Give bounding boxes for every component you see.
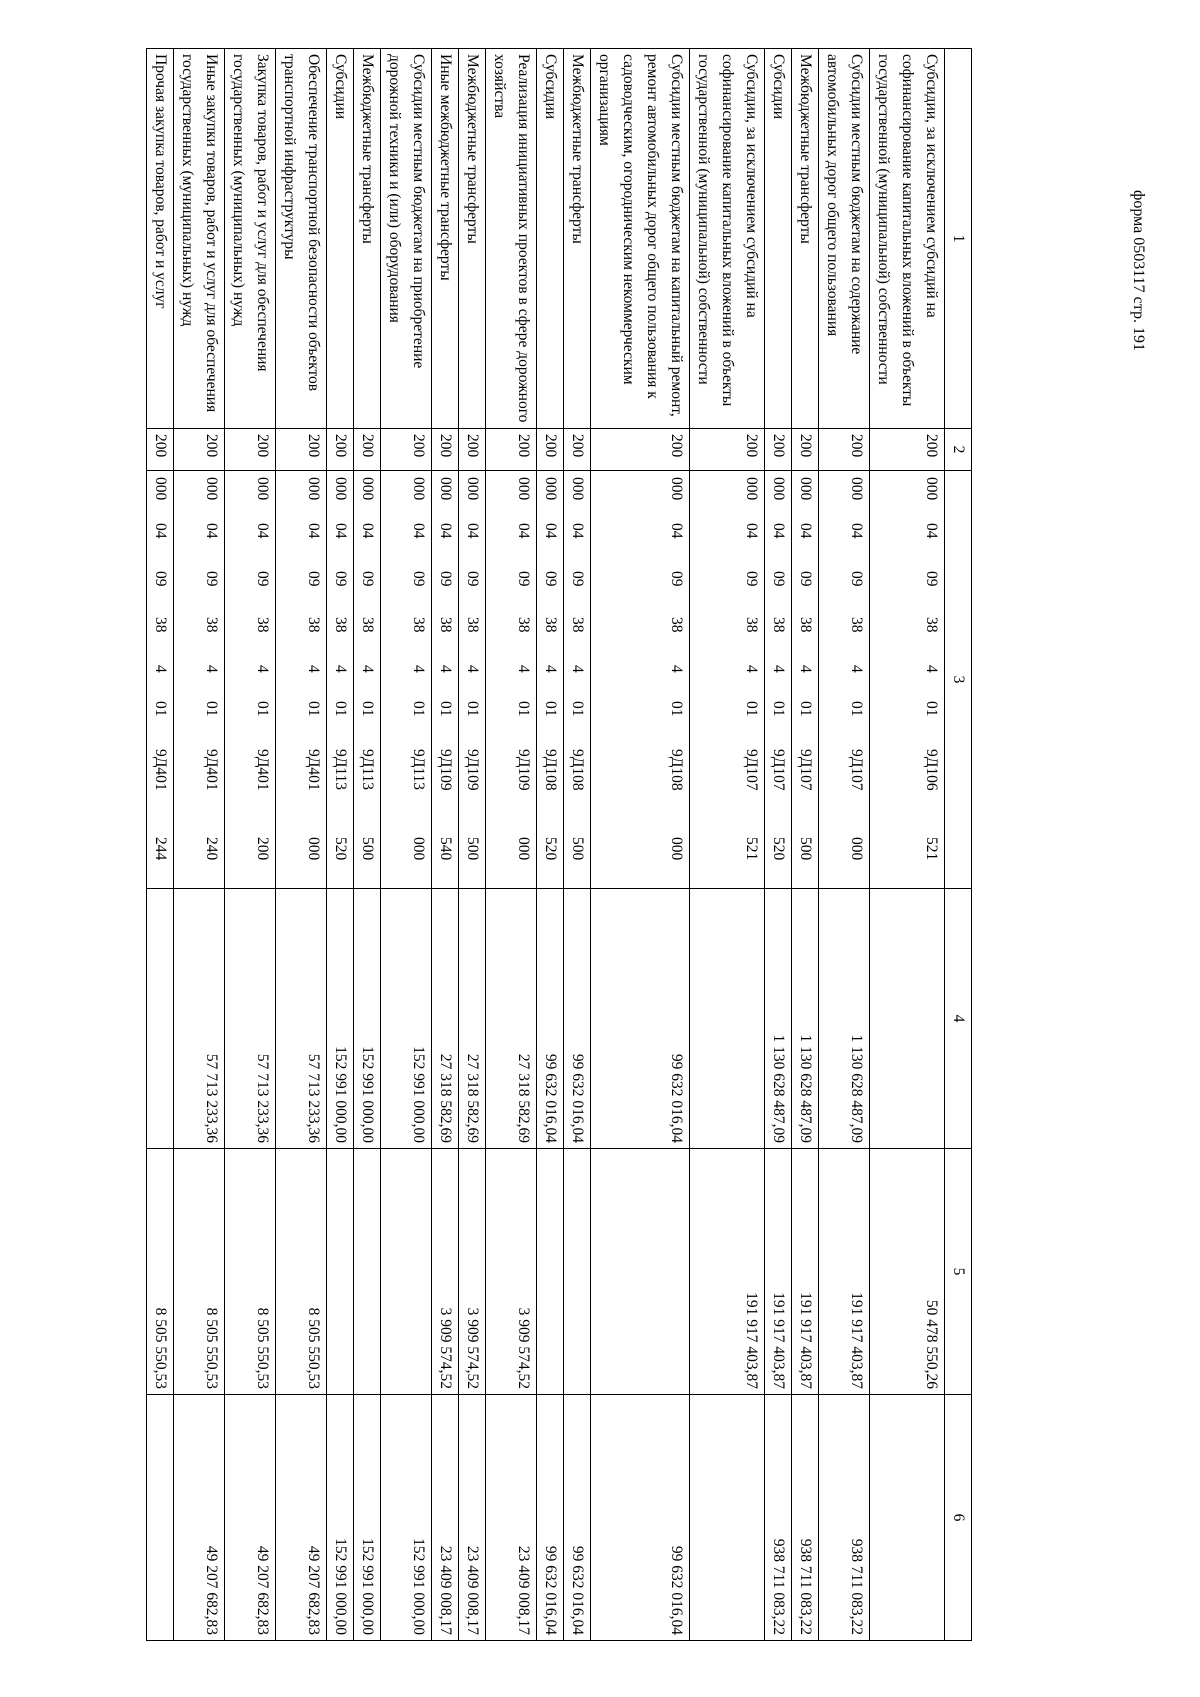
unexecuted-amount: 152 991 000,00 <box>327 1395 354 1641</box>
code-segment: 04 <box>515 523 532 539</box>
executed-amount: 8 505 550,53 <box>174 1149 225 1395</box>
unexecuted-amount: 49 207 682,83 <box>276 1395 327 1641</box>
code-segment: 38 <box>410 617 427 633</box>
approved-amount <box>870 889 945 1149</box>
table-row <box>327 49 354 1641</box>
code-segment: 000 <box>305 837 322 861</box>
code-segment: 500 <box>569 837 586 861</box>
code-segment: 04 <box>848 523 865 539</box>
approved-amount: 27 318 582,69 <box>459 889 486 1149</box>
approved-amount: 152 991 000,00 <box>381 889 432 1149</box>
code-segment: 4 <box>305 665 322 673</box>
code-segment: 9Д108 <box>569 749 586 791</box>
column-number: 5 <box>945 1149 972 1395</box>
code-segment: 09 <box>848 571 865 587</box>
code-segment: 521 <box>923 837 940 861</box>
table-row <box>381 49 432 1641</box>
code-segment: 520 <box>542 837 559 861</box>
code-segment: 9Д107 <box>770 749 787 791</box>
code-segment: 09 <box>569 571 586 587</box>
column-number: 3 <box>945 471 972 889</box>
line-code: 200 <box>819 429 870 471</box>
code-segment: 04 <box>152 523 169 539</box>
table-row <box>537 49 564 1641</box>
code-segment: 09 <box>515 571 532 587</box>
code-segment: 01 <box>668 701 685 717</box>
code-segment: 9Д109 <box>515 749 532 791</box>
indicator-name: Субсидии <box>327 49 354 429</box>
code-segment: 04 <box>332 523 349 539</box>
executed-amount: 3 909 574,52 <box>459 1149 486 1395</box>
code-segment: 000 <box>770 477 787 501</box>
code-segment: 9Д108 <box>668 749 685 791</box>
code-segment: 04 <box>743 523 760 539</box>
code-segment: 9Д109 <box>464 749 481 791</box>
table-row <box>819 49 870 1641</box>
approved-amount: 57 713 233,36 <box>225 889 276 1149</box>
code-segment: 000 <box>848 837 865 861</box>
code-segment: 000 <box>743 477 760 501</box>
code-segment: 09 <box>542 571 559 587</box>
code-segment: 540 <box>437 837 454 861</box>
unexecuted-amount <box>870 1395 945 1641</box>
line-code: 200 <box>225 429 276 471</box>
code-segment: 4 <box>542 665 559 673</box>
code-segment: 01 <box>203 701 220 717</box>
code-segment: 04 <box>305 523 322 539</box>
indicator-name: Межбюджетные трансферты <box>459 49 486 429</box>
unexecuted-amount: 938 711 083,22 <box>765 1395 792 1641</box>
code-segment: 520 <box>770 837 787 861</box>
code-segment: 9Д401 <box>254 749 271 791</box>
unexecuted-amount: 23 409 008,17 <box>459 1395 486 1641</box>
table-row <box>354 49 381 1641</box>
unexecuted-amount <box>147 1395 174 1641</box>
code-segment: 09 <box>797 571 814 587</box>
executed-amount <box>591 1149 690 1395</box>
column-number: 2 <box>945 429 972 471</box>
code-segment: 9Д401 <box>305 749 322 791</box>
table-row <box>147 49 174 1641</box>
indicator-name: Субсидии <box>537 49 564 429</box>
code-segment: 09 <box>152 571 169 587</box>
executed-amount <box>327 1149 354 1395</box>
code-segment: 09 <box>305 571 322 587</box>
code-segment: 09 <box>668 571 685 587</box>
table-row <box>225 49 276 1641</box>
code-segment: 000 <box>410 837 427 861</box>
code-segment: 000 <box>203 477 220 501</box>
code-segment: 9Д107 <box>848 749 865 791</box>
unexecuted-amount: 49 207 682,83 <box>225 1395 276 1641</box>
code-segment: 4 <box>332 665 349 673</box>
classification-code <box>819 471 870 889</box>
table-row <box>690 49 765 1641</box>
code-segment: 000 <box>923 477 940 501</box>
code-segment: 4 <box>464 665 481 673</box>
indicator-name: Иные закупки товаров, работ и услуг для обеспечения государственных (муниципальных) нужд <box>174 49 225 429</box>
code-segment: 9Д401 <box>152 749 169 791</box>
code-segment: 4 <box>437 665 454 673</box>
code-segment: 38 <box>203 617 220 633</box>
approved-amount: 99 632 016,04 <box>537 889 564 1149</box>
form-header: форма 0503117 стр. 191 <box>1130 190 1147 351</box>
code-segment: 38 <box>569 617 586 633</box>
code-segment: 01 <box>743 701 760 717</box>
classification-code <box>765 471 792 889</box>
approved-amount <box>147 889 174 1149</box>
indicator-name: Субсидии местным бюджетам на содержание автомобильных дорог общего пользования <box>819 49 870 429</box>
code-segment: 000 <box>542 477 559 501</box>
classification-code <box>174 471 225 889</box>
classification-code <box>354 471 381 889</box>
indicator-name: Межбюджетные трансферты <box>792 49 819 429</box>
indicator-name: Прочая закупка товаров, работ и услуг <box>147 49 174 429</box>
classification-code <box>591 471 690 889</box>
code-segment: 38 <box>515 617 532 633</box>
code-segment: 38 <box>464 617 481 633</box>
code-segment: 01 <box>305 701 322 717</box>
approved-amount: 1 130 628 487,09 <box>792 889 819 1149</box>
executed-amount: 50 478 550,26 <box>870 1149 945 1395</box>
executed-amount: 191 917 403,87 <box>765 1149 792 1395</box>
indicator-name: Межбюджетные трансферты <box>564 49 591 429</box>
approved-amount: 1 130 628 487,09 <box>819 889 870 1149</box>
budget-execution-table <box>146 48 972 1641</box>
code-segment: 000 <box>515 477 532 501</box>
unexecuted-amount: 938 711 083,22 <box>792 1395 819 1641</box>
indicator-name: Субсидии, за исключением субсидий на софинансирование капитальных вложений в объекты государственной (муниципальной) собственности <box>690 49 765 429</box>
table-row <box>174 49 225 1641</box>
executed-amount: 3 909 574,52 <box>486 1149 537 1395</box>
code-segment: 01 <box>332 701 349 717</box>
table-row <box>870 49 945 1641</box>
code-segment: 4 <box>797 665 814 673</box>
code-segment: 09 <box>770 571 787 587</box>
line-code: 200 <box>327 429 354 471</box>
executed-amount <box>354 1149 381 1395</box>
line-code: 200 <box>276 429 327 471</box>
indicator-name: Субсидии <box>765 49 792 429</box>
classification-code <box>327 471 354 889</box>
code-segment: 244 <box>152 837 169 861</box>
code-segment: 38 <box>437 617 454 633</box>
code-segment: 4 <box>203 665 220 673</box>
line-code: 200 <box>459 429 486 471</box>
code-segment: 01 <box>923 701 940 717</box>
executed-amount <box>564 1149 591 1395</box>
indicator-name: Реализация инициативных проектов в сфере дорожного хозяйства <box>486 49 537 429</box>
classification-code <box>690 471 765 889</box>
code-segment: 04 <box>668 523 685 539</box>
code-segment: 521 <box>743 837 760 861</box>
line-code: 200 <box>792 429 819 471</box>
classification-code <box>381 471 432 889</box>
code-segment: 9Д113 <box>332 749 349 790</box>
line-code: 200 <box>591 429 690 471</box>
classification-code <box>276 471 327 889</box>
code-segment: 04 <box>254 523 271 539</box>
approved-amount: 57 713 233,36 <box>276 889 327 1149</box>
code-segment: 240 <box>203 837 220 861</box>
code-segment: 01 <box>542 701 559 717</box>
code-segment: 9Д401 <box>203 749 220 791</box>
code-segment: 000 <box>848 477 865 501</box>
code-segment: 01 <box>254 701 271 717</box>
code-segment: 38 <box>797 617 814 633</box>
column-number: 1 <box>945 49 972 429</box>
code-segment: 01 <box>464 701 481 717</box>
code-segment: 04 <box>464 523 481 539</box>
executed-amount <box>381 1149 432 1395</box>
approved-amount: 1 130 628 487,09 <box>765 889 792 1149</box>
code-segment: 4 <box>410 665 427 673</box>
code-segment: 04 <box>203 523 220 539</box>
code-segment: 04 <box>359 523 376 539</box>
code-segment: 01 <box>152 701 169 717</box>
code-segment: 500 <box>359 837 376 861</box>
code-segment: 9Д107 <box>743 749 760 791</box>
executed-amount: 3 909 574,52 <box>432 1149 459 1395</box>
code-segment: 01 <box>515 701 532 717</box>
unexecuted-amount: 49 207 682,83 <box>174 1395 225 1641</box>
line-code: 200 <box>354 429 381 471</box>
approved-amount: 152 991 000,00 <box>327 889 354 1149</box>
approved-amount <box>690 889 765 1149</box>
unexecuted-amount: 152 991 000,00 <box>381 1395 432 1641</box>
code-segment: 38 <box>254 617 271 633</box>
classification-code <box>147 471 174 889</box>
approved-amount: 99 632 016,04 <box>564 889 591 1149</box>
table-row <box>276 49 327 1641</box>
code-segment: 38 <box>923 617 940 633</box>
unexecuted-amount: 99 632 016,04 <box>591 1395 690 1641</box>
rotated-page <box>112 48 972 1640</box>
code-segment: 000 <box>359 477 376 501</box>
indicator-name: Субсидии местным бюджетам на приобретение дорожной техники и (или) оборудования <box>381 49 432 429</box>
unexecuted-amount <box>690 1395 765 1641</box>
code-segment: 04 <box>542 523 559 539</box>
classification-code <box>225 471 276 889</box>
code-segment: 04 <box>797 523 814 539</box>
code-segment: 000 <box>332 477 349 501</box>
unexecuted-amount: 23 409 008,17 <box>486 1395 537 1641</box>
classification-code <box>564 471 591 889</box>
table-row <box>564 49 591 1641</box>
indicator-name: Субсидии местным бюджетам на капитальный ремонт, ремонт автомобильных дорог общего пользования к садоводческим, огородническим некоммерческим организациям <box>591 49 690 429</box>
table-row <box>432 49 459 1641</box>
code-segment: 000 <box>668 477 685 501</box>
code-segment: 01 <box>410 701 427 717</box>
code-segment: 4 <box>152 665 169 673</box>
code-segment: 9Д106 <box>923 749 940 791</box>
code-segment: 000 <box>668 837 685 861</box>
code-segment: 38 <box>743 617 760 633</box>
code-segment: 38 <box>359 617 376 633</box>
code-segment: 500 <box>797 837 814 861</box>
unexecuted-amount: 99 632 016,04 <box>537 1395 564 1641</box>
approved-amount: 27 318 582,69 <box>486 889 537 1149</box>
code-segment: 01 <box>437 701 454 717</box>
table-row <box>459 49 486 1641</box>
code-segment: 09 <box>437 571 454 587</box>
code-segment: 01 <box>569 701 586 717</box>
code-segment: 38 <box>542 617 559 633</box>
code-segment: 9Д108 <box>542 749 559 791</box>
code-segment: 9Д109 <box>437 749 454 791</box>
code-segment: 4 <box>569 665 586 673</box>
code-segment: 04 <box>410 523 427 539</box>
table-row <box>765 49 792 1641</box>
executed-amount <box>537 1149 564 1395</box>
line-code: 200 <box>564 429 591 471</box>
unexecuted-amount: 152 991 000,00 <box>354 1395 381 1641</box>
approved-amount: 152 991 000,00 <box>354 889 381 1149</box>
classification-code <box>432 471 459 889</box>
executed-amount: 8 505 550,53 <box>276 1149 327 1395</box>
unexecuted-amount: 23 409 008,17 <box>432 1395 459 1641</box>
code-segment: 04 <box>437 523 454 539</box>
line-code: 200 <box>147 429 174 471</box>
code-segment: 4 <box>848 665 865 673</box>
code-segment: 000 <box>464 477 481 501</box>
code-segment: 000 <box>410 477 427 501</box>
code-segment: 500 <box>464 837 481 861</box>
code-segment: 4 <box>770 665 787 673</box>
line-code: 200 <box>690 429 765 471</box>
indicator-name: Иные межбюджетные трансферты <box>432 49 459 429</box>
indicator-name: Обеспечение транспортной безопасности объектов транспортной инфраструктуры <box>276 49 327 429</box>
unexecuted-amount: 99 632 016,04 <box>564 1395 591 1641</box>
approved-amount: 99 632 016,04 <box>591 889 690 1149</box>
code-segment: 01 <box>848 701 865 717</box>
code-segment: 000 <box>305 477 322 501</box>
code-segment: 38 <box>332 617 349 633</box>
executed-amount: 191 917 403,87 <box>690 1149 765 1395</box>
code-segment: 000 <box>437 477 454 501</box>
code-segment: 09 <box>410 571 427 587</box>
classification-code <box>537 471 564 889</box>
code-segment: 38 <box>305 617 322 633</box>
line-code: 200 <box>537 429 564 471</box>
code-segment: 000 <box>152 477 169 501</box>
executed-amount: 8 505 550,53 <box>147 1149 174 1395</box>
classification-code <box>486 471 537 889</box>
code-segment: 4 <box>923 665 940 673</box>
code-segment: 09 <box>743 571 760 587</box>
code-segment: 04 <box>569 523 586 539</box>
indicator-name: Субсидии, за исключением субсидий на софинансирование капитальных вложений в объекты государственной (муниципальной) собственности <box>870 49 945 429</box>
line-code: 200 <box>765 429 792 471</box>
line-code: 200 <box>381 429 432 471</box>
code-segment: 000 <box>797 477 814 501</box>
code-segment: 200 <box>254 837 271 861</box>
approved-amount: 27 318 582,69 <box>432 889 459 1149</box>
line-code: 200 <box>174 429 225 471</box>
line-code: 200 <box>486 429 537 471</box>
column-number: 6 <box>945 1395 972 1641</box>
code-segment: 01 <box>359 701 376 717</box>
code-segment: 04 <box>923 523 940 539</box>
code-segment: 09 <box>464 571 481 587</box>
code-segment: 000 <box>254 477 271 501</box>
code-segment: 4 <box>254 665 271 673</box>
table-row <box>792 49 819 1641</box>
code-segment: 000 <box>515 837 532 861</box>
code-segment: 9Д107 <box>797 749 814 791</box>
code-segment: 9Д113 <box>410 749 427 790</box>
approved-amount: 57 713 233,36 <box>174 889 225 1149</box>
indicator-name: Закупка товаров, работ и услуг для обеспечения государственных (муниципальных) нужд <box>225 49 276 429</box>
unexecuted-amount: 938 711 083,22 <box>819 1395 870 1641</box>
code-segment: 04 <box>770 523 787 539</box>
code-segment: 38 <box>152 617 169 633</box>
code-segment: 4 <box>359 665 376 673</box>
code-segment: 38 <box>770 617 787 633</box>
code-segment: 4 <box>515 665 532 673</box>
column-number: 4 <box>945 889 972 1149</box>
code-segment: 4 <box>743 665 760 673</box>
classification-code <box>792 471 819 889</box>
line-code: 200 <box>432 429 459 471</box>
code-segment: 000 <box>569 477 586 501</box>
executed-amount: 191 917 403,87 <box>792 1149 819 1395</box>
table-row <box>591 49 690 1641</box>
table-row <box>486 49 537 1641</box>
code-segment: 38 <box>848 617 865 633</box>
code-segment: 09 <box>332 571 349 587</box>
indicator-name: Межбюджетные трансферты <box>354 49 381 429</box>
code-segment: 09 <box>923 571 940 587</box>
executed-amount: 8 505 550,53 <box>225 1149 276 1395</box>
code-segment: 01 <box>797 701 814 717</box>
code-segment: 01 <box>770 701 787 717</box>
code-segment: 520 <box>332 837 349 861</box>
code-segment: 09 <box>203 571 220 587</box>
code-segment: 09 <box>359 571 376 587</box>
code-segment: 38 <box>668 617 685 633</box>
code-segment: 9Д113 <box>359 749 376 790</box>
code-segment: 4 <box>668 665 685 673</box>
classification-code <box>459 471 486 889</box>
line-code: 200 <box>870 429 945 471</box>
classification-code <box>870 471 945 889</box>
code-segment: 09 <box>254 571 271 587</box>
column-number-row <box>945 49 972 1641</box>
executed-amount: 191 917 403,87 <box>819 1149 870 1395</box>
